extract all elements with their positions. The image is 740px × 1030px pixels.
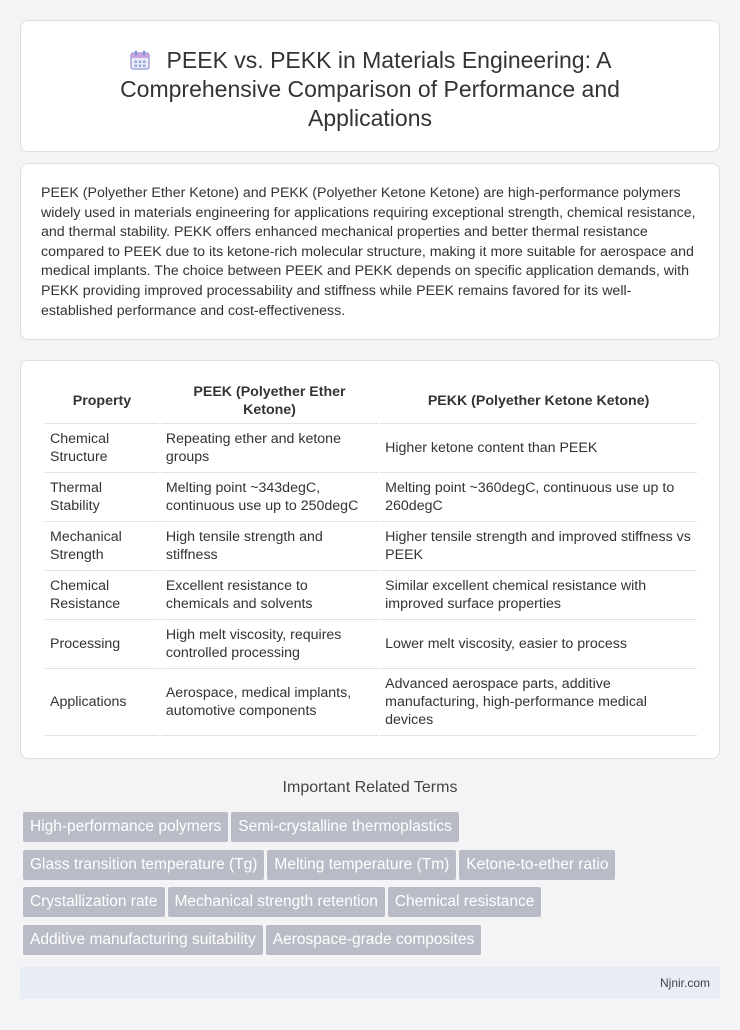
property-cell: Applications <box>45 669 159 736</box>
related-tag[interactable]: Chemical resistance <box>388 887 542 917</box>
footer <box>20 967 720 999</box>
header-property: Property <box>45 379 159 424</box>
table-row <box>45 669 697 736</box>
property-cell: Chemical Resistance <box>45 571 159 620</box>
related-tag[interactable]: Melting temperature (Tm) <box>267 850 456 880</box>
related-tag[interactable]: High-performance polymers <box>23 812 228 842</box>
intro-card <box>20 163 720 340</box>
page-title-text: PEEK vs. PEKK in Materials Engineering: A Comprehensive Comparison of Performance and Applications <box>120 47 620 131</box>
pekk-cell: Higher tensile strength and improved stiffness vs PEEK <box>380 522 697 571</box>
pekk-cell: Lower melt viscosity, easier to process <box>380 620 697 669</box>
property-cell: Mechanical Strength <box>45 522 159 571</box>
comparison-table <box>43 379 699 736</box>
peek-cell: Repeating ether and ketone groups <box>161 424 378 473</box>
page-title <box>21 21 719 133</box>
related-terms-tags <box>23 812 713 962</box>
related-tag[interactable]: Crystallization rate <box>23 887 165 917</box>
table-header-row <box>45 379 697 424</box>
related-terms-heading: Important Related Terms <box>282 779 458 796</box>
title-card <box>20 20 720 152</box>
header-pekk: PEKK (Polyether Ketone Ketone) <box>380 379 697 424</box>
tag-row <box>23 812 713 850</box>
comparison-table-card <box>20 360 720 759</box>
related-tag[interactable]: Ketone-to-ether ratio <box>459 850 615 880</box>
table-row <box>45 571 697 620</box>
header-peek: PEEK (Polyether Ether Ketone) <box>161 379 378 424</box>
peek-cell: High tensile strength and stiffness <box>161 522 378 571</box>
pekk-cell: Advanced aerospace parts, additive manufacturing, high-performance medical devices <box>380 669 697 736</box>
intro-paragraph: PEEK (Polyether Ether Ketone) and PEKK (Polyether Ketone Ketone) are high-performance polymers widely used in materials engineering for applications requiring exceptional strength, chemical resistance, and thermal stability. PEKK offers enhanced mechanical properties and better thermal resistance compared to PEEK due to its ketone-rich molecular structure, making it more suitable for aerospace and medical implants. The choice between PEEK and PEKK depends on specific application demands, with PEKK providing improved processability and stiffness while PEEK remains favored for its well-established performance and cost-effectiveness. <box>41 185 696 319</box>
peek-cell: Excellent resistance to chemicals and solvents <box>161 571 378 620</box>
tag-row <box>23 925 713 963</box>
property-cell: Processing <box>45 620 159 669</box>
pekk-cell: Higher ketone content than PEEK <box>380 424 697 473</box>
tag-row <box>23 850 713 888</box>
related-tag[interactable]: Glass transition temperature (Tg) <box>23 850 264 880</box>
calendar-icon <box>129 49 151 71</box>
peek-cell: Melting point ~343degC, continuous use up to 250degC <box>161 473 378 522</box>
table-row <box>45 620 697 669</box>
table-row <box>45 473 697 522</box>
peek-cell: High melt viscosity, requires controlled processing <box>161 620 378 669</box>
footer-site-link[interactable]: Njnir.com <box>659 976 710 990</box>
related-tag[interactable]: Aerospace-grade composites <box>266 925 482 955</box>
pekk-cell: Similar excellent chemical resistance with improved surface properties <box>380 571 697 620</box>
related-tag[interactable]: Mechanical strength retention <box>168 887 385 917</box>
pekk-cell: Melting point ~360degC, continuous use up to 260degC <box>380 473 697 522</box>
peek-cell: Aerospace, medical implants, automotive components <box>161 669 378 736</box>
table-row <box>45 424 697 473</box>
property-cell: Chemical Structure <box>45 424 159 473</box>
related-tag[interactable]: Additive manufacturing suitability <box>23 925 263 955</box>
tag-row <box>23 887 713 925</box>
related-tag[interactable]: Semi-crystalline thermoplastics <box>231 812 459 842</box>
table-row <box>45 522 697 571</box>
property-cell: Thermal Stability <box>45 473 159 522</box>
